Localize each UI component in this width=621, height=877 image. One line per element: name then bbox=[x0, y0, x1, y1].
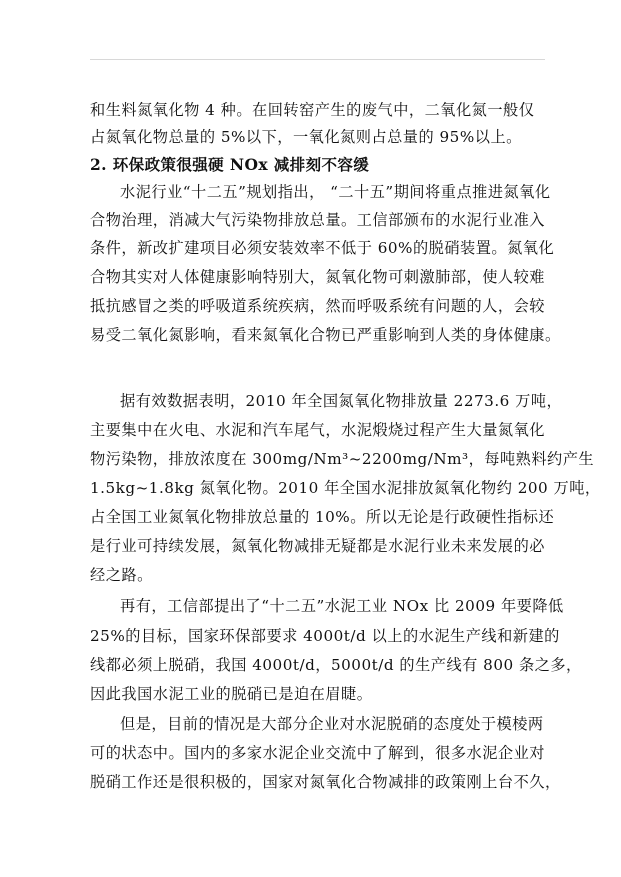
text-line: 线都必须上脱硝，我国 4000t/d，5000t/d 的生产线有 800 条之多， bbox=[90, 656, 582, 674]
text-line: 占氮氧化物总量的 5%以下，一氧化氮则占总量的 95%以上。 bbox=[90, 128, 522, 146]
text-line: 因此我国水泥工业的脱硝已是迫在眉睫。 bbox=[90, 685, 373, 703]
text-line: 可的状态中。国内的多家水泥企业交流中了解到，很多水泥企业对 bbox=[90, 744, 545, 762]
text-line: 物污染物，排放浓度在 300mg/Nm³~2200mg/Nm³，每吨熟料约产生 bbox=[90, 450, 595, 468]
text-line: 再有，工信部提出了“十二五”水泥工业 NOx 比 2009 年要降低 bbox=[120, 597, 564, 615]
text-line: 抵抗感冒之类的呼吸道系统疾病，然而呼吸系统有问题的人，会较 bbox=[90, 297, 545, 315]
section-heading: 2. 环保政策很强硬 NOx 减排刻不容缓 bbox=[90, 155, 370, 174]
text-line: 脱硝工作还是很积极的，国家对氮氧化合物减排的政策刚上台不久， bbox=[90, 773, 561, 791]
text-line: 条件，新改扩建项目必须安装效率不低于 60%的脱硝装置。氮氧化 bbox=[90, 239, 555, 257]
text-line: 经之路。 bbox=[90, 566, 153, 584]
text-line: 合物其实对人体健康影响特别大，氮氧化物可刺激肺部，使人较难 bbox=[90, 268, 545, 286]
text-line: 是行业可持续发展，氮氧化物减排无疑都是水泥行业未来发展的必 bbox=[90, 537, 545, 555]
header-rule bbox=[90, 59, 545, 60]
text-line: 主要集中在火电、水泥和汽车尾气，水泥煅烧过程产生大量氮氧化 bbox=[90, 421, 545, 439]
text-line: 据有效数据表明，2010 年全国氮氧化物排放量 2273.6 万吨， bbox=[120, 392, 563, 410]
text-line: 和生料氮氧化物 4 种。在回转窑产生的废气中，二氧化氮一般仅 bbox=[90, 101, 535, 119]
text-line: 1.5kg~1.8kg 氮氧化物。2010 年全国水泥排放氮氧化物约 200 万吨， bbox=[90, 479, 601, 497]
text-line: 合物治理，消减大气污染物排放总量。工信部颁布的水泥行业准入 bbox=[90, 211, 545, 229]
text-line: 易受二氧化氮影响，看来氮氧化合物已严重影响到人类的身体健康。 bbox=[90, 326, 561, 344]
text-line: 占全国工业氮氧化物排放总量的 10%。所以无论是行政硬性指标还 bbox=[90, 508, 555, 526]
text-line: 但是，目前的情况是大部分企业对水泥脱硝的态度处于模棱两 bbox=[120, 715, 544, 733]
text-line: 水泥行业“十二五”规划指出， “二十五”期间将重点推进氮氧化 bbox=[120, 183, 551, 201]
text-line: 25%的目标，国家环保部要求 4000t/d 以上的水泥生产线和新建的 bbox=[90, 627, 560, 645]
